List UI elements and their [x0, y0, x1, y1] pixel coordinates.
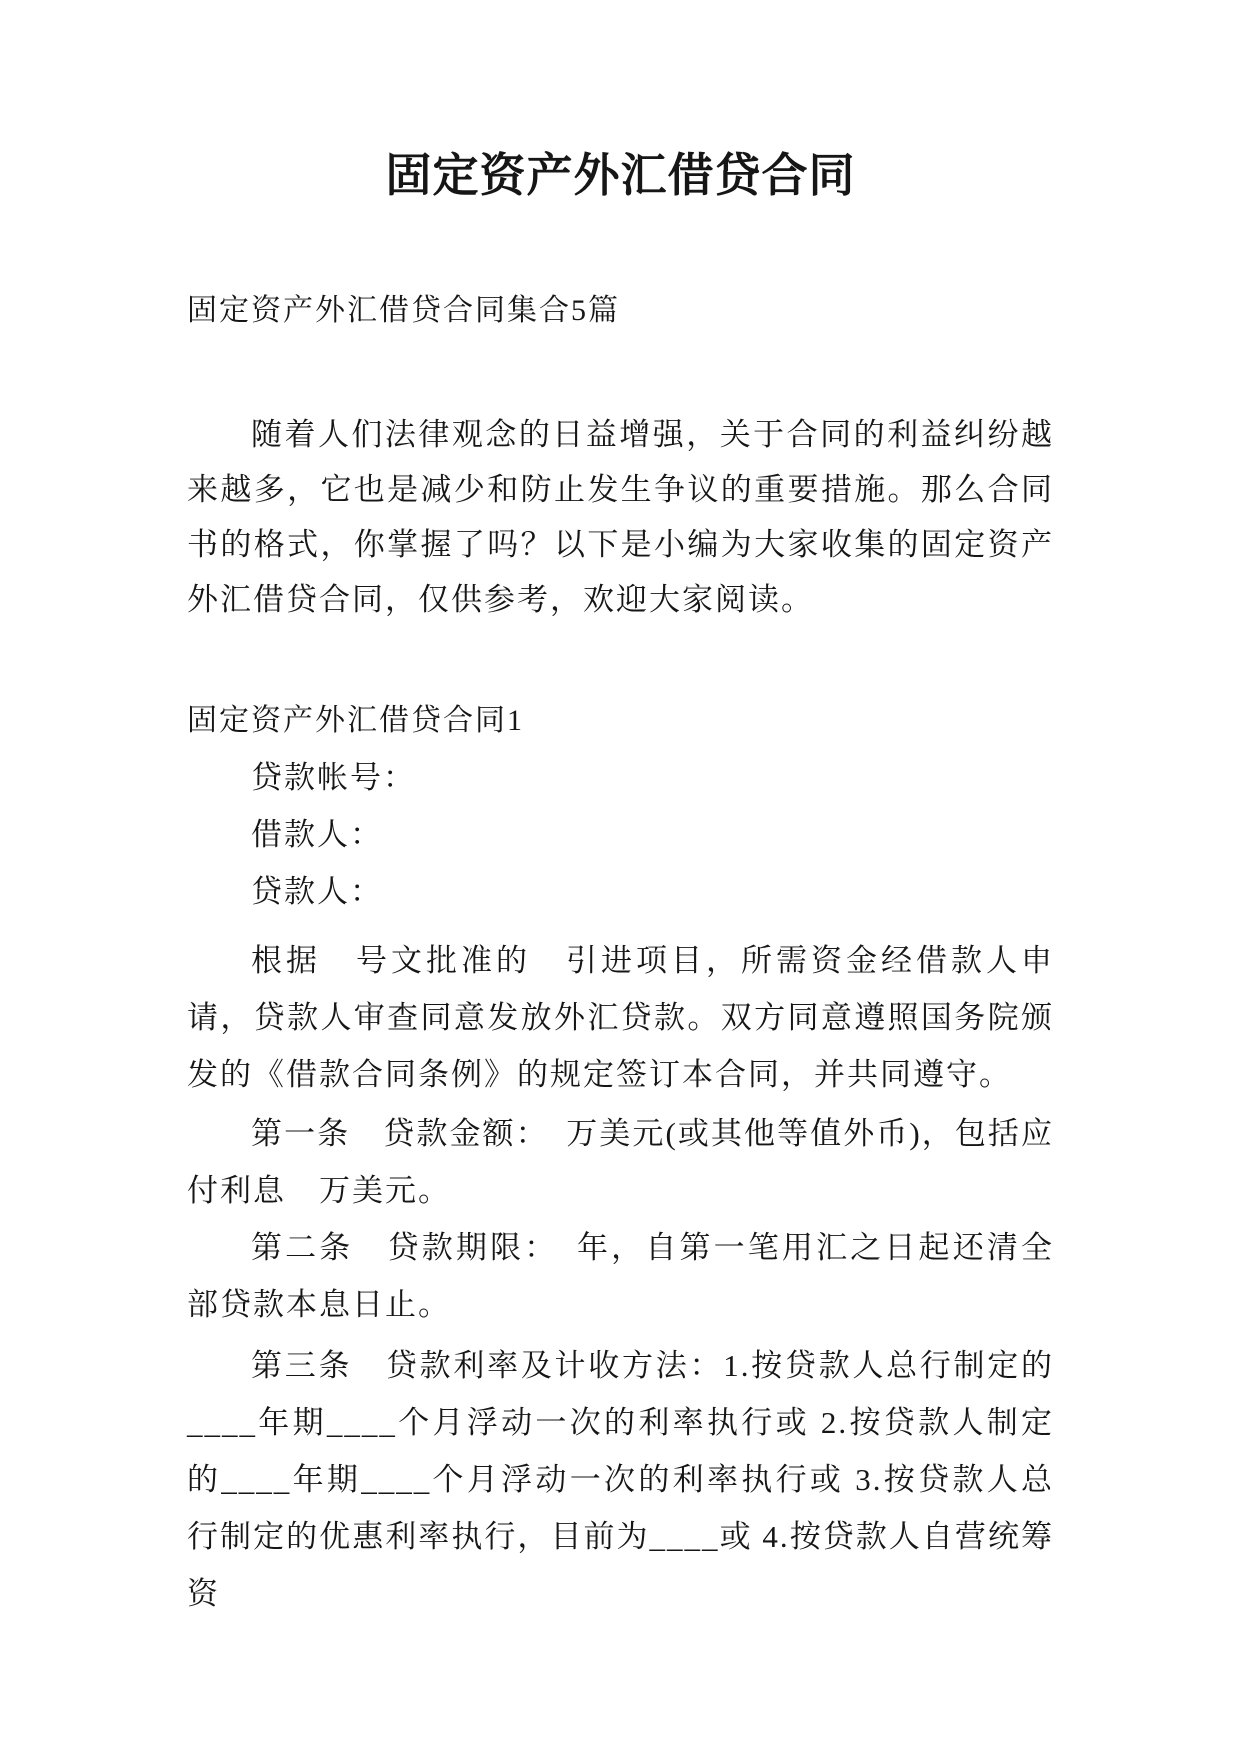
- contract-paragraph-article-3: 第三条 贷款利率及计收方法：1.按贷款人总行制定的____年期____个月浮动一次的利率执行或 2.按贷款人制定的____年期____个月浮动一次的利率执行或 3.按贷款人总行制定的优惠利率执行，目前为____或 4.按贷款人自营统筹资: [187, 1348, 1054, 1611]
- section-heading-contract-1: 固定资产外汇借贷合同1: [187, 704, 524, 737]
- contract-line-loan-account: 贷款帐号：: [251, 760, 416, 795]
- contract-paragraph-article-2: 第二条 贷款期限： 年，自第一笔用汇之日起还清全部贷款本息日止。: [187, 1230, 1054, 1322]
- contract-paragraph-preamble: 根据 号文批准的 引进项目，所需资金经借款人申请，贷款人审查同意发放外汇贷款。双方同意遵照国务院颁发的《借款合同条例》的规定签订本合同，并共同遵守。: [187, 943, 1054, 1092]
- contract-line-lender: 贷款人：: [251, 874, 383, 909]
- contract-line-borrower: 借款人：: [251, 817, 383, 852]
- document-title: 固定资产外汇借贷合同: [385, 150, 856, 201]
- document-subtitle: 固定资产外汇借贷合同集合5篇: [187, 294, 620, 327]
- intro-paragraph: 随着人们法律观念的日益增强，关于合同的利益纠纷越来越多，它也是减少和防止发生争议的重要措施。那么合同书的格式，你掌握了吗？以下是小编为大家收集的固定资产外汇借贷合同，仅供参考，欢迎大家阅读。: [187, 417, 1054, 617]
- contract-paragraph-article-1: 第一条 贷款金额： 万美元(或其他等值外币)，包括应付利息 万美元。: [187, 1116, 1054, 1208]
